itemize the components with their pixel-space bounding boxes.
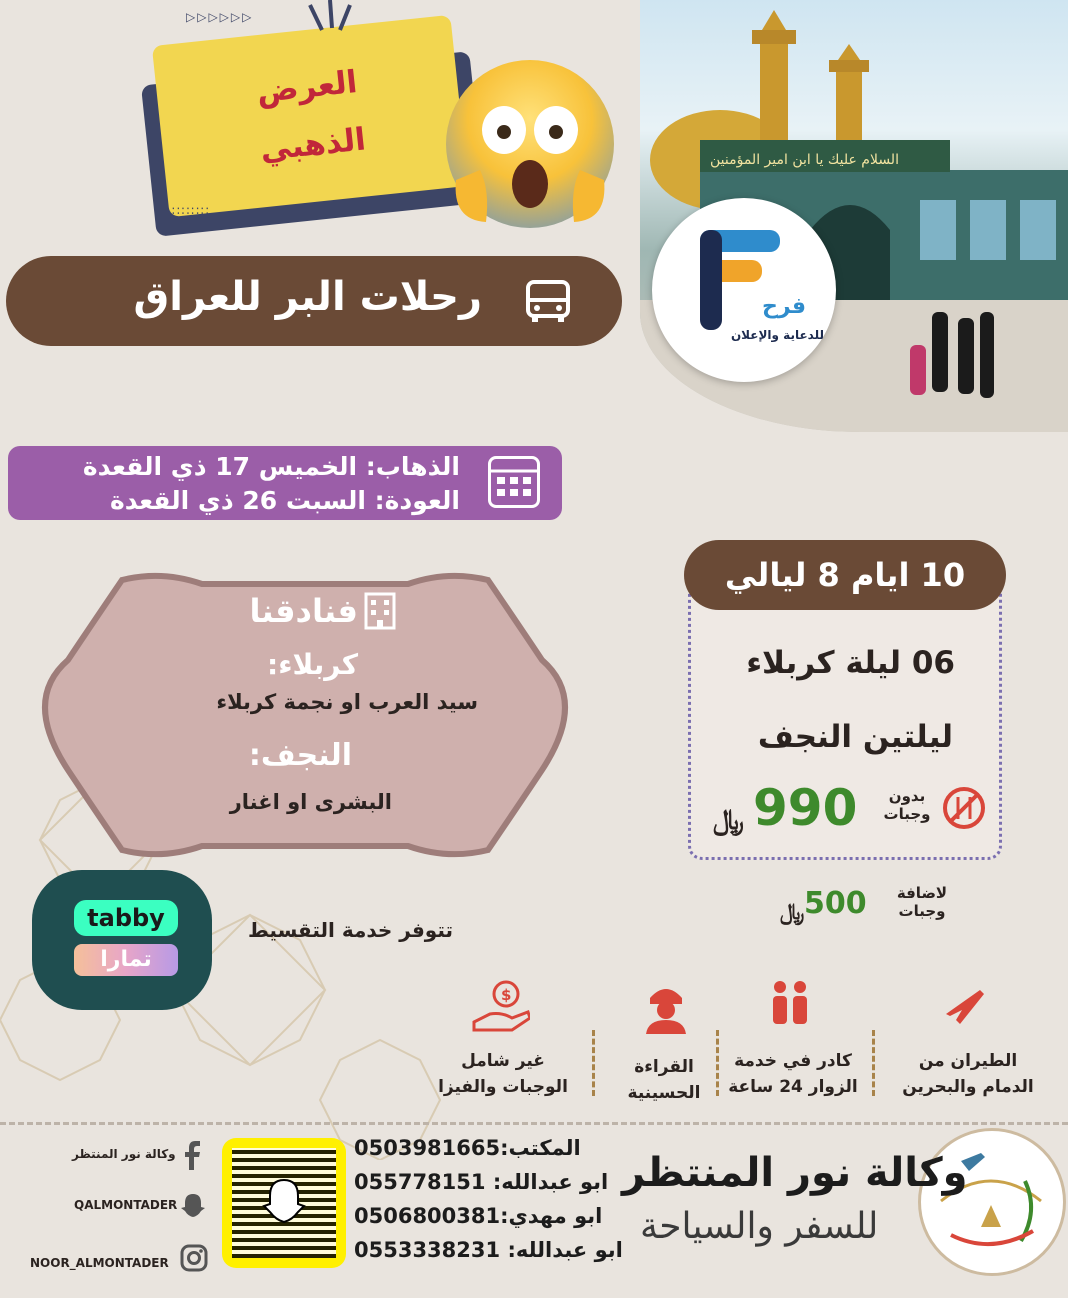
contact-abu-abdullah-2 — [354, 1238, 623, 1262]
contact-abu-mahdi — [354, 1204, 602, 1228]
divider-1 — [872, 1030, 875, 1096]
plane-icon — [940, 984, 986, 1030]
instagram-icon[interactable] — [180, 1244, 208, 1272]
instagram-handle[interactable]: NOOR_ALMONTADER — [30, 1256, 169, 1270]
dots-decoration: ∷∷∷∷ — [172, 204, 211, 218]
arrow-dots-decoration: ▷▷▷▷▷▷ — [186, 10, 254, 24]
feature-flights-line-1: الطيران من — [918, 1051, 1018, 1071]
offer-badge-text — [195, 47, 426, 185]
contact-abu-abdullah-1 — [354, 1170, 608, 1194]
no-meals-label — [879, 787, 935, 823]
feature-staff — [726, 1048, 860, 1100]
contact-office-number[interactable]: 0503981665 — [354, 1136, 501, 1160]
meals-currency: ﷼ — [780, 900, 805, 925]
feature-not-included — [428, 1048, 578, 1100]
contact-office-label: المكتب: — [500, 1136, 581, 1160]
agency-subtitle: للسفر والسياحة — [640, 1206, 879, 1247]
bus-icon — [524, 280, 572, 324]
feature-recitation-line-2: الحسينية — [627, 1083, 701, 1103]
offer-line-2: الذهبي — [258, 121, 368, 169]
meals-price: 500 — [804, 886, 867, 921]
duration-pill: 10 ايام 8 ليالي — [684, 540, 1006, 610]
reciter-icon — [640, 980, 692, 1034]
shocked-face-icon — [446, 60, 614, 228]
feature-recitation — [612, 1054, 716, 1106]
footer-divider — [0, 1122, 1068, 1125]
feature-staff-line-1: كادر في خدمة — [734, 1051, 852, 1071]
package-box — [688, 580, 1002, 860]
karbala-label: كربلاء: — [267, 648, 358, 681]
snapchat-handle[interactable]: QALMONTADER — [74, 1198, 178, 1212]
hotel-building-icon — [362, 590, 398, 630]
no-meals-icon — [941, 785, 987, 831]
agency-name: وكالة نور المنتظر — [622, 1150, 968, 1196]
departure-date: الذهاب: الخميس 17 ذي القعدة — [82, 452, 460, 481]
installments-text: تتوفر خدمة التقسيط — [248, 918, 454, 942]
feature-not-included-line-1: غير شامل — [461, 1051, 545, 1071]
divider-3 — [592, 1030, 595, 1096]
return-date: العودة: السبت 26 ذي القعدة — [109, 486, 460, 515]
contact-abu-mahdi-number[interactable]: 0506800381 — [354, 1204, 501, 1228]
add-meals-line-2: وجبات — [898, 902, 946, 920]
feature-recitation-line-1: القراءة — [634, 1057, 694, 1077]
svg-text:$: $ — [501, 986, 512, 1004]
karbala-nights: 06 ليلة كربلاء — [746, 645, 955, 681]
facebook-icon[interactable] — [180, 1140, 204, 1170]
divider-2 — [716, 1030, 719, 1096]
karbala-hotels: سيد العرب او نجمة كربلاء — [216, 690, 478, 714]
tamara-logo: تمارا — [74, 944, 178, 976]
brand-tagline: للدعاية والإعلان — [730, 328, 824, 342]
offer-line-1: العرض — [254, 63, 359, 111]
najaf-nights: ليلتين النجف — [757, 719, 953, 755]
price-currency: ﷼ — [713, 803, 744, 836]
shrine-banner-text: السلام عليك يا ابن امير المؤمنين — [710, 152, 899, 168]
price-value: 990 — [753, 779, 858, 837]
tabby-logo: tabby — [74, 900, 178, 936]
najaf-hotels: البشرى او اغنار — [229, 790, 392, 814]
no-meals-line-2: وجبات — [883, 805, 931, 823]
calendar-icon — [488, 456, 540, 508]
contact-office — [354, 1136, 581, 1160]
spark-lines-decoration — [300, 0, 360, 40]
hotels-heading: فنادقنا — [249, 592, 358, 630]
installments-badge — [32, 870, 212, 1010]
najaf-label: النجف: — [248, 738, 352, 773]
snapchat-ghost-icon — [262, 1176, 306, 1226]
contact-abu-abdullah-2-number[interactable]: 0553338231 — [354, 1238, 501, 1262]
snapchat-icon[interactable] — [180, 1192, 206, 1218]
hotels-frame — [22, 570, 588, 860]
money-hand-icon — [472, 976, 530, 1034]
trip-title: رحلات البر للعراق — [133, 274, 482, 320]
facebook-handle[interactable]: وكالة نور المنتظر — [72, 1147, 176, 1161]
add-meals-label — [892, 884, 952, 920]
people-icon — [766, 980, 814, 1026]
contact-abu-abdullah-2-label: ابو عبدالله: — [507, 1238, 623, 1262]
feature-flights — [900, 1048, 1036, 1100]
add-meals-line-1: لاضافة — [896, 884, 948, 902]
trip-dates-box — [8, 446, 562, 520]
contact-abu-abdullah-1-number[interactable]: 055778151 — [354, 1170, 486, 1194]
brand-logo — [652, 198, 836, 382]
feature-staff-line-2: الزوار 24 ساعة — [728, 1077, 858, 1097]
no-meals-line-1: بدون — [888, 787, 926, 805]
feature-flights-line-2: الدمام والبحرين — [902, 1077, 1034, 1097]
contact-abu-abdullah-1-label: ابو عبدالله: — [492, 1170, 609, 1194]
contact-abu-mahdi-label: ابو مهدي: — [500, 1204, 603, 1228]
trip-title-pill — [6, 256, 622, 346]
feature-not-included-line-2: الوجبات والفيزا — [438, 1077, 568, 1097]
brand-name: فرح — [762, 294, 806, 319]
